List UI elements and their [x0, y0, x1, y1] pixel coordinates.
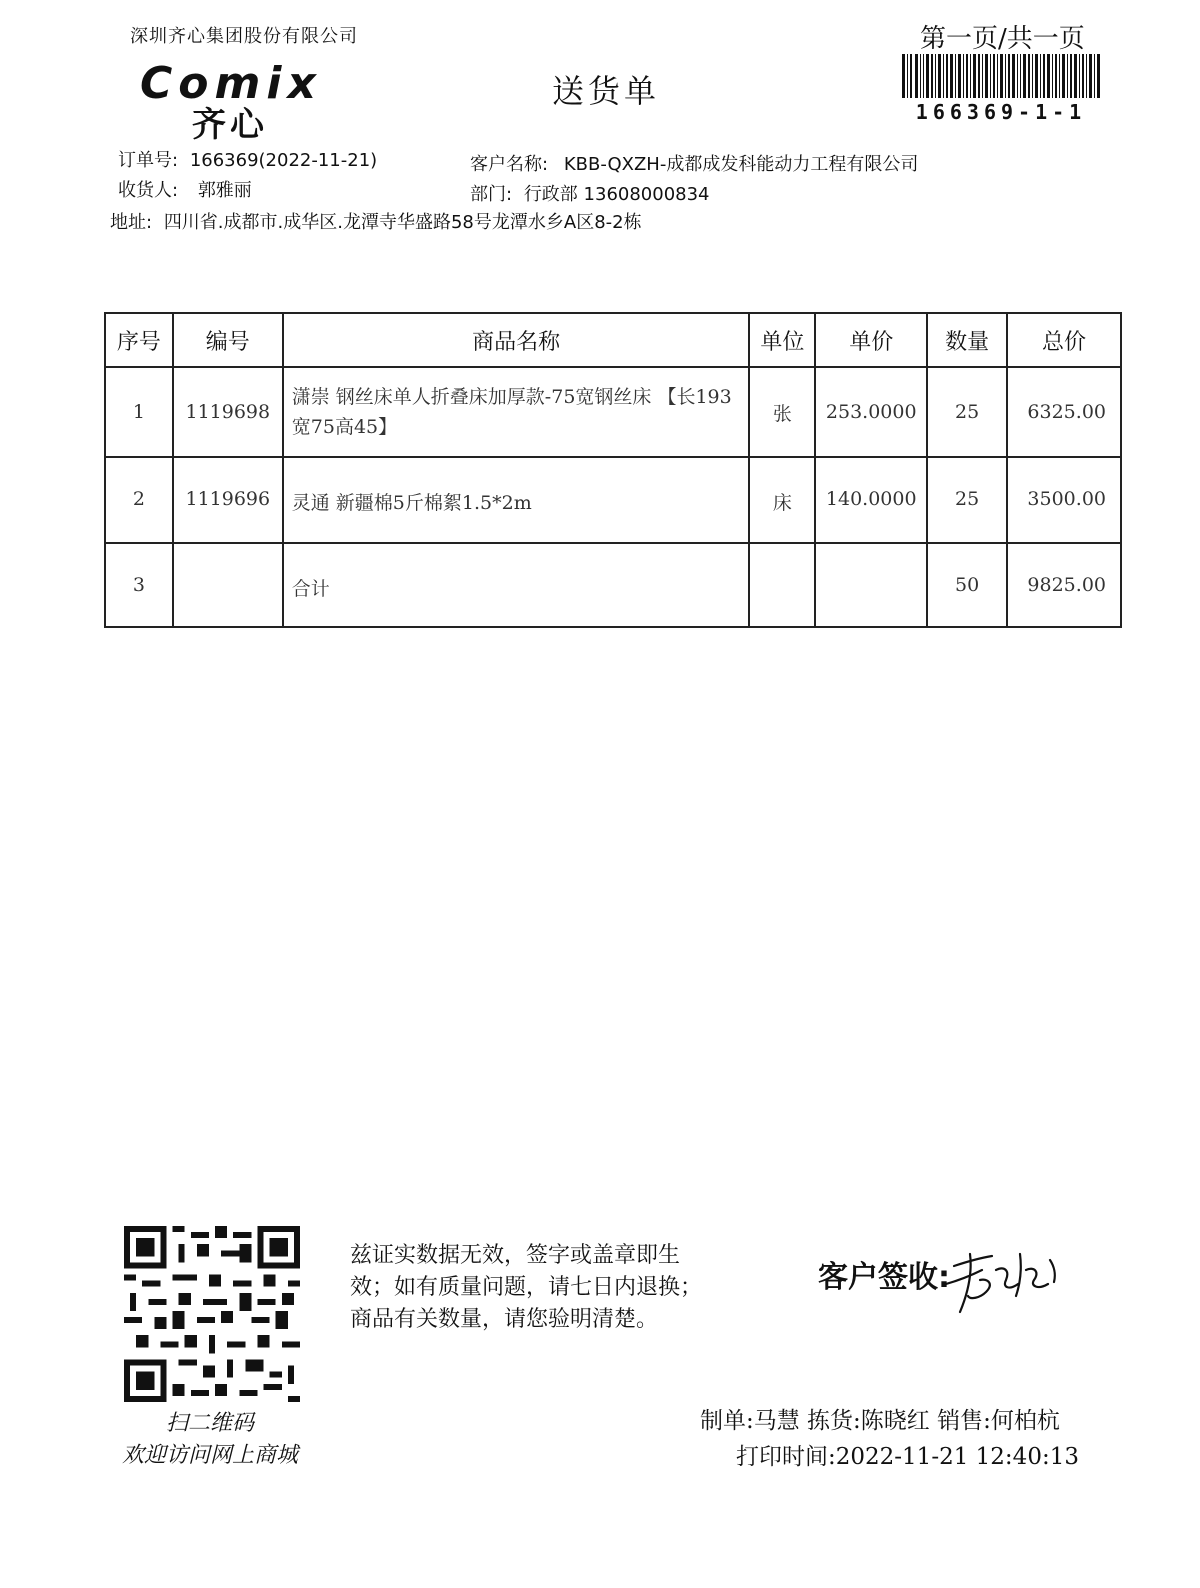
cell-no: 3	[105, 543, 173, 627]
order-no-label: 订单号:	[118, 150, 179, 171]
header-unit: 单位	[749, 313, 815, 367]
cell-total: 9825.00	[1007, 543, 1121, 627]
cell-total: 3500.00	[1007, 457, 1121, 543]
cell-name: 潇崇 钢丝床单人折叠床加厚款-75宽钢丝床 【长193宽75高45】	[283, 367, 750, 457]
header-price: 单价	[815, 313, 927, 367]
comix-logo	[140, 58, 360, 152]
customer-row	[470, 150, 918, 176]
cell-qty: 25	[927, 367, 1007, 457]
address-row	[110, 208, 642, 234]
cell-code	[173, 543, 283, 627]
notice-text	[350, 1240, 770, 1336]
cell-qty: 50	[927, 543, 1007, 627]
dept-label: 部门:	[470, 184, 513, 205]
notice-line-3: 商品有关数量，请您验明清楚。	[350, 1307, 659, 1332]
address-value: 四川省.成都市.成华区.龙潭寺华盛路58号龙潭水乡A区8-2栋	[163, 212, 642, 233]
header-name: 商品名称	[283, 313, 750, 367]
table-row	[105, 367, 1121, 457]
cell-price	[815, 543, 927, 627]
qr-code-icon[interactable]	[122, 1226, 302, 1402]
logo-en: Comix	[140, 58, 322, 109]
table-header-row	[105, 313, 1121, 367]
customer-sign-label: 客户签收:	[818, 1260, 950, 1295]
cell-unit	[749, 543, 815, 627]
staff-info: 制单:马慧 拣货:陈晓红 销售:何柏杭	[700, 1408, 1060, 1434]
cell-price: 253.0000	[815, 367, 927, 457]
print-time: 打印时间:2022-11-21 12:40:13	[736, 1444, 1079, 1470]
cell-price: 140.0000	[815, 457, 927, 543]
header-total: 总价	[1007, 313, 1121, 367]
cell-qty: 25	[927, 457, 1007, 543]
qr-caption-line-1: 扫二维码	[165, 1411, 254, 1436]
customer-value: KBB-QXZH-成都成发科能动力工程有限公司	[563, 154, 919, 175]
order-no-value: 166369(2022-11-21)	[189, 150, 378, 171]
cell-code: 1119696	[173, 457, 283, 543]
header-qty: 数量	[927, 313, 1007, 367]
company-name: 深圳齐心集团股份有限公司	[130, 26, 358, 47]
qr-caption	[80, 1408, 340, 1472]
dept-value: 行政部 13608000834	[523, 184, 710, 205]
header-code: 编号	[173, 313, 283, 367]
cell-name: 灵通 新疆棉5斤棉絮1.5*2m	[283, 457, 750, 543]
cell-no: 2	[105, 457, 173, 543]
handwritten-signature	[940, 1240, 1070, 1320]
cell-unit: 床	[749, 457, 815, 543]
barcode-icon	[902, 54, 1100, 98]
customer-label: 客户名称:	[470, 154, 549, 175]
table-row	[105, 543, 1121, 627]
notice-line-1: 兹证实数据无效，签字或盖章即生	[350, 1243, 681, 1268]
header-no: 序号	[105, 313, 173, 367]
logo-cn: 齐心	[192, 105, 268, 145]
cell-total: 6325.00	[1007, 367, 1121, 457]
barcode-number: 166369-1-1	[915, 100, 1087, 124]
document-title: 送货单	[552, 72, 661, 110]
cell-name: 合计	[283, 543, 750, 627]
receiver-label: 收货人:	[118, 180, 179, 201]
table-row	[105, 457, 1121, 543]
order-no-row	[118, 146, 377, 172]
address-label: 地址:	[110, 212, 153, 233]
receiver-value: 郭雅丽	[197, 180, 252, 201]
receiver-row	[118, 176, 252, 202]
cell-unit: 张	[749, 367, 815, 457]
page-info: 第一页/共一页	[920, 24, 1085, 54]
cell-no: 1	[105, 367, 173, 457]
notice-line-2: 效；如有质量问题，请七日内退换；	[350, 1275, 703, 1300]
cell-code: 1119698	[173, 367, 283, 457]
dept-row	[470, 180, 710, 206]
goods-table	[104, 312, 1122, 628]
qr-caption-line-2: 欢迎访问网上商城	[121, 1443, 298, 1468]
